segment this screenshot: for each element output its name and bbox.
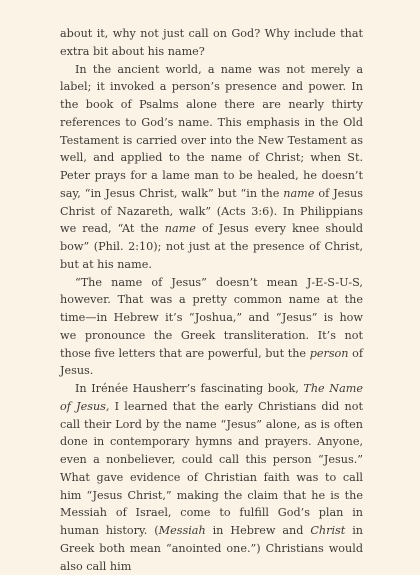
paragraph-3 xyxy=(60,274,363,381)
paragraph-3-text-a: “The name of Jesus” doesn’t mean J-E-S-U-S, however. That was a pretty common name at the time—in Hebrew it’s “Joshua,” and “Jesus” is how we pronounce the Greek transliteration. It’s not those five letters that are powerful, but the xyxy=(60,275,363,360)
paragraph-3-text-b: of Jesus. xyxy=(60,346,363,378)
paragraph-4-italic-christ: Christ xyxy=(310,524,346,537)
paragraph-2-text-c: of Jesus every knee should bow” (Phil. 2:10); not just at the presence of Christ, but at his name. xyxy=(60,222,363,271)
paragraph-3-italic-person: person xyxy=(309,346,349,360)
paragraph-2-italic-name-1: name xyxy=(283,186,315,200)
paragraph-1-text: about it, why not just call on God? Why include that extra bit about his name? xyxy=(60,27,363,58)
paragraph-2 xyxy=(60,61,363,274)
paragraph-4-italic-book-title: The Name of Jesus, xyxy=(60,382,363,413)
paragraph-4-text-a: In Irénée Hausherr’s fascinating book, xyxy=(75,382,304,395)
paragraph-4-italic-messiah: Messiah xyxy=(158,524,206,537)
paragraph-2-text-b: of Jesus Christ of Nazareth, walk” (Acts 3:6). In Philippians we read, “At the xyxy=(60,186,363,236)
paragraph-4-text-b: I learned that the early Christians did not call their Lord by the name “Jesus” alone, as is often done in contemporary hymns and prayers. Anyone, even a nonbeliever, could call this person “Jesus.” What gave evidence of Christian faith was to call him “Jesus Christ,” making the claim that he is the Messiah of Israel, come to fulfill God’s plan in human history. ( xyxy=(60,399,363,537)
paragraph-2-text-a: In the ancient world, a name was not merely a label; it invoked a person’s presence and power. In the book of Psalms alone there are nearly thirty references to God’s name. This emphasis in the Old Testament is carried over into the New Testament as well, and applied to the name of Christ; when St. Peter prays for a lame man to be healed, he doesn’t say, “in Jesus Christ, walk” but “in the xyxy=(60,62,363,200)
paragraph-4-text-d: in Greek both mean “anointed one.”) Christians would also call him xyxy=(60,524,363,573)
paragraph-4-text-c: in Hebrew and xyxy=(205,524,311,537)
paragraph-1 xyxy=(60,25,363,61)
paragraph-2-italic-name-2: name xyxy=(164,222,196,236)
paragraph-4 xyxy=(60,380,363,575)
